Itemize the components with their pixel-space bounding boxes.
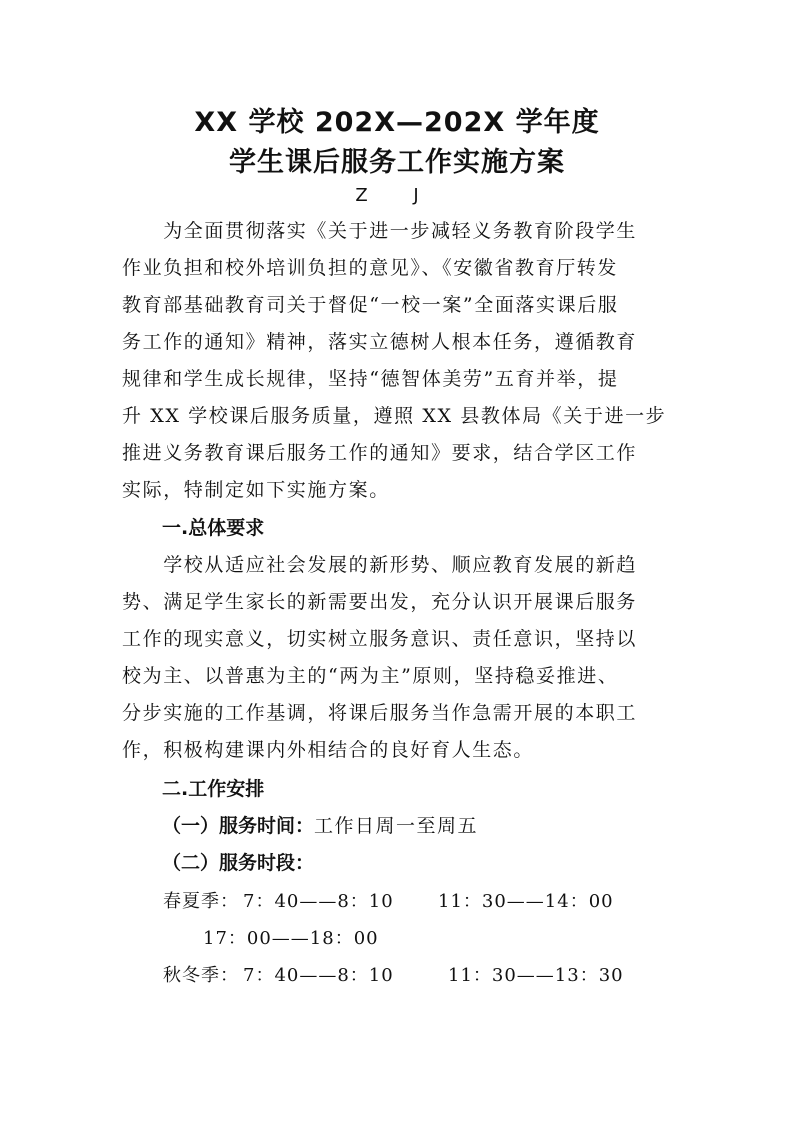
service-time-label: （一）服务时间：	[162, 815, 315, 837]
section-heading-1: 一.总体要求	[162, 517, 265, 539]
section1-line: 工作的现实意义，切实树立服务意识、责任意识，坚持以	[122, 628, 638, 650]
spring-label: 春夏季：	[163, 891, 239, 912]
service-time-row	[162, 813, 478, 839]
section-heading-2: 二.工作安排	[162, 778, 265, 800]
intro-line: 规律和学生成长规律，坚持“德智体美劳”五育并举，提	[122, 368, 619, 390]
intro-line: 升 XX 学校课后服务质量，遵照 XX 县教体局《关于进一步	[122, 405, 667, 427]
spring-slot-morning: 7：40——8：10	[243, 891, 394, 912]
author: Z J	[355, 185, 439, 206]
intro-line: 实际，特制定如下实施方案。	[122, 479, 390, 501]
spring-slot-evening: 17：00——18：00	[203, 928, 379, 949]
intro-line: 教育部基础教育司关于督促“一校一案”全面落实课后服	[122, 294, 619, 316]
section1-line: 作，积极构建课内外相结合的良好育人生态。	[122, 739, 535, 761]
section1-line: 势、满足学生家长的新需要出发，充分认识开展课后服务	[122, 591, 638, 613]
spring-slot-noon: 11：30——14：00	[438, 891, 614, 912]
title-line-2: 学生课后服务工作实施方案	[229, 147, 565, 178]
intro-line: 推进义务教育课后服务工作的通知》要求，结合学区工作	[122, 442, 638, 464]
intro-line: 作业负担和校外培训负担的意见》、《安徽省教育厅转发	[122, 257, 619, 279]
section1-line: 学校从适应社会发展的新形势、顺应教育发展的新趋	[122, 554, 638, 576]
autumn-label: 秋冬季：	[163, 965, 239, 986]
intro-line: 务工作的通知》精神，落实立德树人根本任务，遵循教育	[122, 331, 638, 353]
section1-line: 校为主、以普惠为主的“两为主”原则，坚持稳妥推进、	[122, 665, 619, 687]
title-line-1: XX 学校 202X—202X 学年度	[194, 107, 600, 138]
autumn-slot-morning: 7：40——8：10	[243, 965, 394, 986]
section1-line: 分步实施的工作基调，将课后服务当作急需开展的本职工	[122, 702, 638, 724]
autumn-slot-noon: 11：30——13：30	[448, 965, 624, 986]
intro-line: 为全面贯彻落实《关于进一步减轻义务教育阶段学生	[122, 220, 638, 242]
service-period-label: （二）服务时段：	[162, 852, 315, 874]
service-time-value: 工作日周一至周五	[314, 815, 479, 837]
